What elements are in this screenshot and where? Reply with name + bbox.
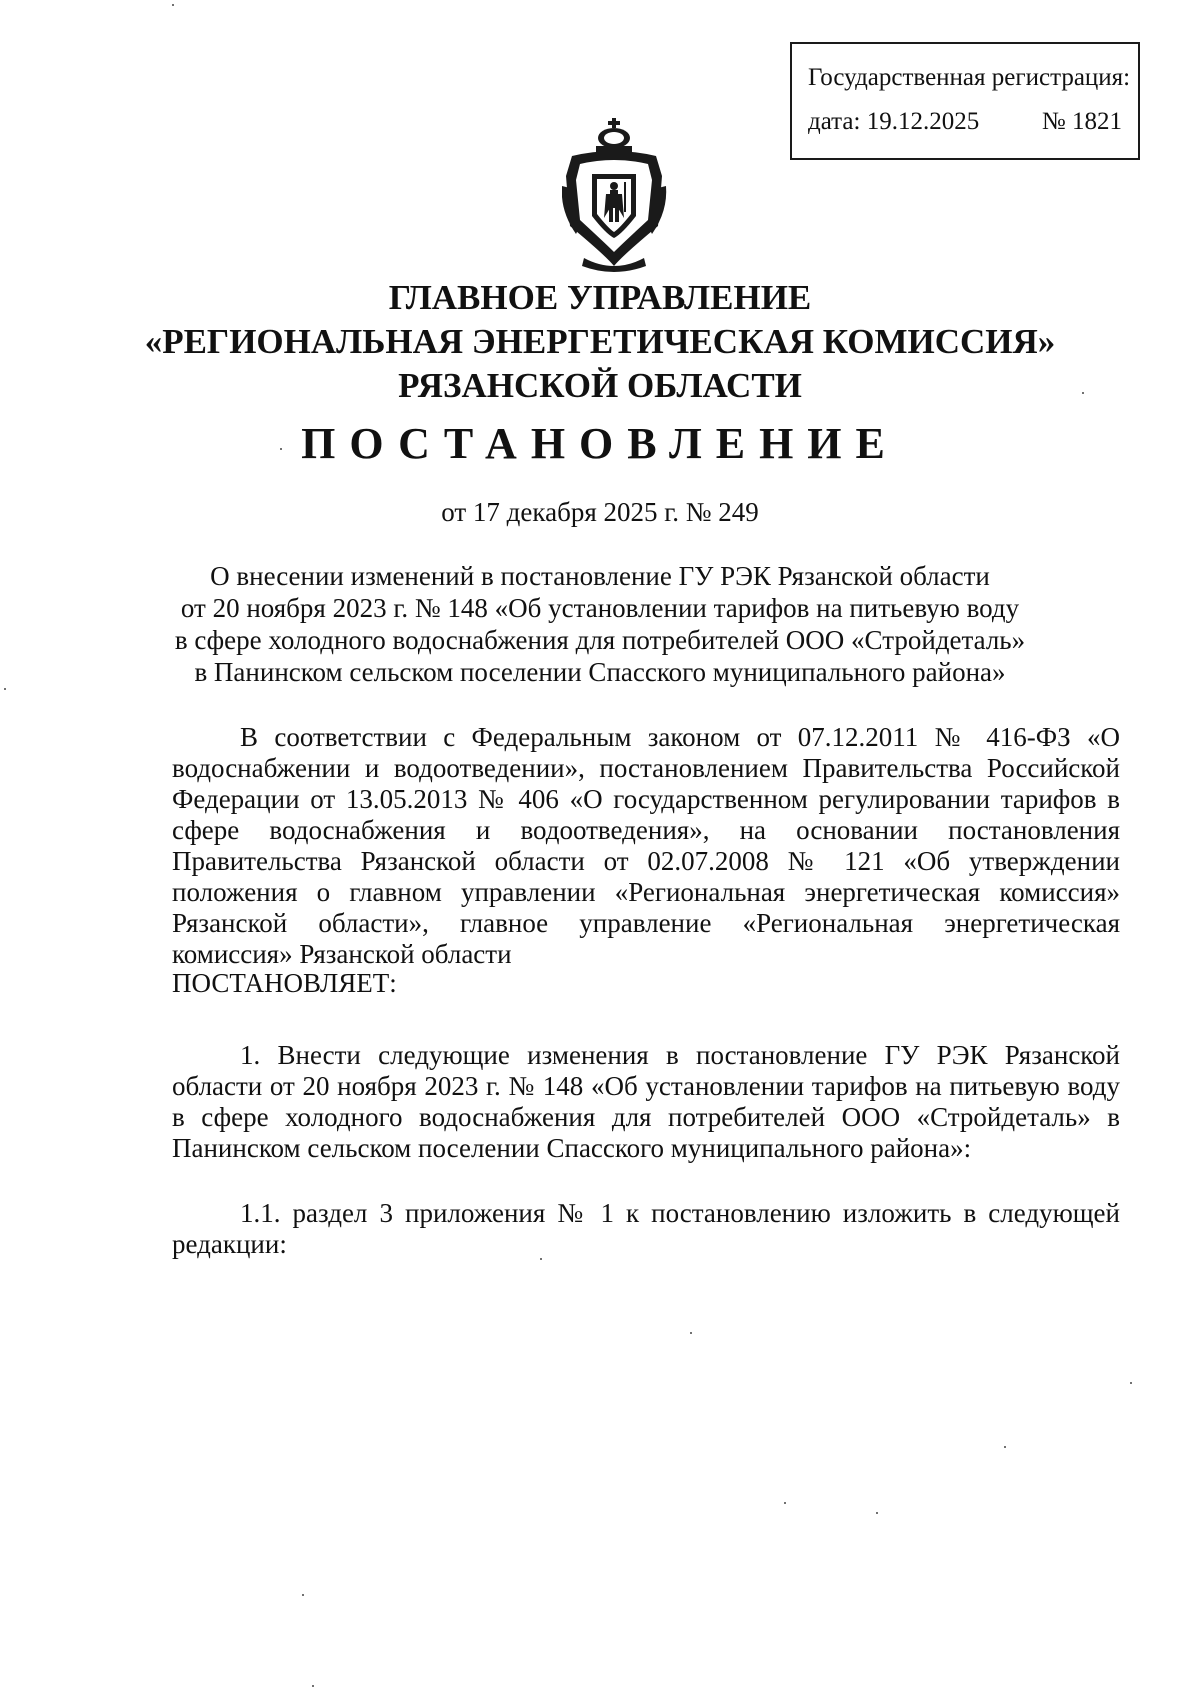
- org-line-1: ГЛАВНОЕ УПРАВЛЕНИЕ: [388, 278, 812, 317]
- scan-speck: [540, 1258, 542, 1260]
- subject-line-2: от 20 ноября 2023 г. № 148 «Об установлении тарифов на питьевую воду: [180, 593, 1020, 623]
- subject-line-3: в сфере холодного водоснабжения для потребителей ООО «Стройдеталь»: [174, 625, 1026, 655]
- document-subject: [150, 560, 1050, 688]
- registration-number: № 1821: [1041, 108, 1122, 135]
- organization-heading: [100, 276, 1100, 408]
- org-line-2: «РЕГИОНАЛЬНАЯ ЭНЕРГЕТИЧЕСКАЯ КОМИССИЯ»: [144, 322, 1056, 361]
- registration-title: Государственная регистрация:: [808, 64, 1131, 91]
- subject-line-1: О внесении изменений в постановление ГУ РЭК Рязанской области: [210, 561, 990, 591]
- registration-date: дата: 19.12.2025: [808, 108, 980, 135]
- scan-speck: [784, 1502, 786, 1504]
- preamble-paragraph: [172, 722, 1120, 970]
- coat-of-arms-icon: [562, 116, 682, 276]
- scan-speck: [1130, 1382, 1132, 1384]
- scan-speck: [172, 4, 174, 6]
- scan-speck: [1004, 1446, 1006, 1448]
- item-1-paragraph: [172, 1040, 1120, 1164]
- item-1-text: 1. Внести следующие изменения в постановление ГУ РЭК Рязанской области от 20 ноября 2023 г. № 148 «Об установлении тарифов на питьевую воду в сфере холодного водоснабжения для потребителей ООО «Стройдеталь» в Панинском сельском поселении Спасского муниципального района»:: [172, 1040, 1120, 1163]
- scan-speck: [280, 448, 282, 450]
- decree-word: ПОСТАНОВЛЯЕТ:: [172, 968, 397, 998]
- preamble-text: В соответствии с Федеральным законом от 07.12.2011 № 416-ФЗ «О водоснабжении и водоотведении», постановлением Правительства Российской Федерации от 13.05.2013 № 406 «О государственном регулировании тарифов в сфере водоснабжения и водоотведения», на основании постановления Правительства Рязанской области от 02.07.2008 № 121 «Об утверждении положения о главном управлении «Региональная энергетическая комиссия» Рязанской области», главное управление «Региональная энергетическая комиссия» Рязанской области: [172, 722, 1120, 969]
- scan-speck: [312, 1685, 314, 1687]
- org-line-3: РЯЗАНСКОЙ ОБЛАСТИ: [398, 366, 802, 405]
- scan-speck: [302, 1594, 304, 1596]
- subject-line-4: в Панинском сельском поселении Спасского муниципального района»: [194, 657, 1006, 687]
- scan-speck: [4, 688, 6, 690]
- scan-speck: [1082, 392, 1084, 394]
- document-type-title: ПОСТАНОВЛЕНИЕ: [301, 419, 899, 468]
- registration-stamp: [790, 42, 1140, 160]
- item-1-1-paragraph: [172, 1198, 1120, 1260]
- document-date-number: от 17 декабря 2025 г. № 249: [441, 497, 759, 527]
- item-1-1-text: 1.1. раздел 3 приложения № 1 к постановлению изложить в следующей редакции:: [172, 1198, 1120, 1259]
- scan-speck: [690, 1332, 692, 1334]
- scan-speck: [876, 1512, 878, 1514]
